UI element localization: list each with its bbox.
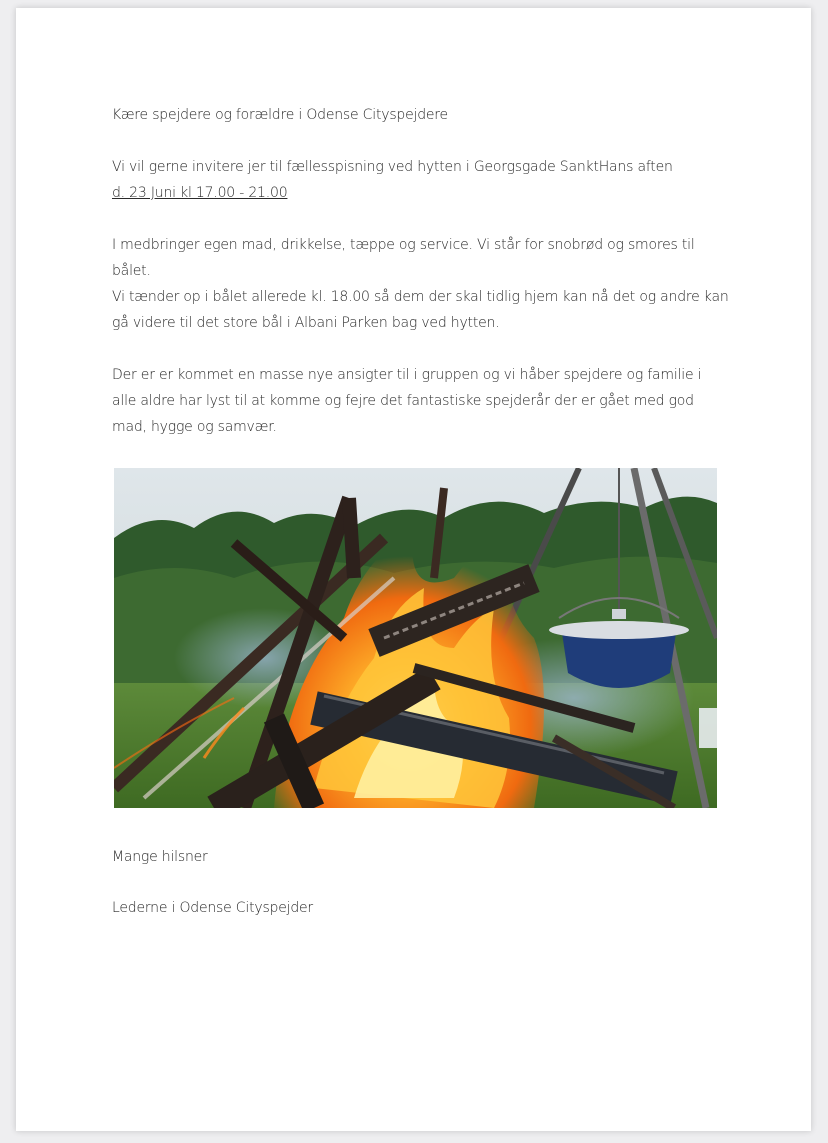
bring-text-line-2: bålet. bbox=[112, 263, 151, 279]
fire-text-line-2: gå videre til det store bål i Albani Parken bag ved hytten. bbox=[112, 315, 500, 331]
signature-paragraph bbox=[112, 895, 722, 921]
signature-text: Lederne i Odense Cityspejder bbox=[112, 900, 313, 916]
invitation-text: Vi vil gerne invitere jer til fællesspisning ved hytten i Georgsgade SanktHans aften bbox=[112, 159, 673, 175]
closing-paragraph bbox=[112, 844, 722, 870]
bring-paragraph bbox=[112, 232, 729, 336]
welcome-text-line-2: alle aldre har lyst til at komme og fejre det fantastiske spejderår der er gået med god bbox=[112, 393, 694, 409]
welcome-text-line-1: Der er er kommet en masse nye ansigter til i gruppen og vi håber spejdere og familie i bbox=[112, 367, 702, 383]
event-date-text: d. 23 Juni kl 17.00 - 21.00 bbox=[112, 185, 288, 201]
closing-text: Mange hilsner bbox=[112, 849, 208, 865]
welcome-text-line-3: mad, hygge og samvær. bbox=[112, 419, 277, 435]
welcome-paragraph bbox=[112, 362, 722, 440]
document-page bbox=[16, 8, 811, 1131]
fire-text-line-1: Vi tænder op i bålet allerede kl. 18.00 så dem der skal tidlig hjem kan nå det og andre kan bbox=[112, 289, 729, 305]
greeting-text: Kære spejdere og forældre i Odense Cityspejdere bbox=[112, 107, 448, 123]
bonfire-illustration bbox=[114, 468, 717, 808]
greeting-paragraph bbox=[112, 102, 722, 128]
invitation-paragraph bbox=[112, 154, 722, 206]
bonfire-photo bbox=[114, 468, 717, 808]
bring-text-line-1: I medbringer egen mad, drikkelse, tæppe og service. Vi står for snobrød og smores til bbox=[112, 237, 695, 253]
